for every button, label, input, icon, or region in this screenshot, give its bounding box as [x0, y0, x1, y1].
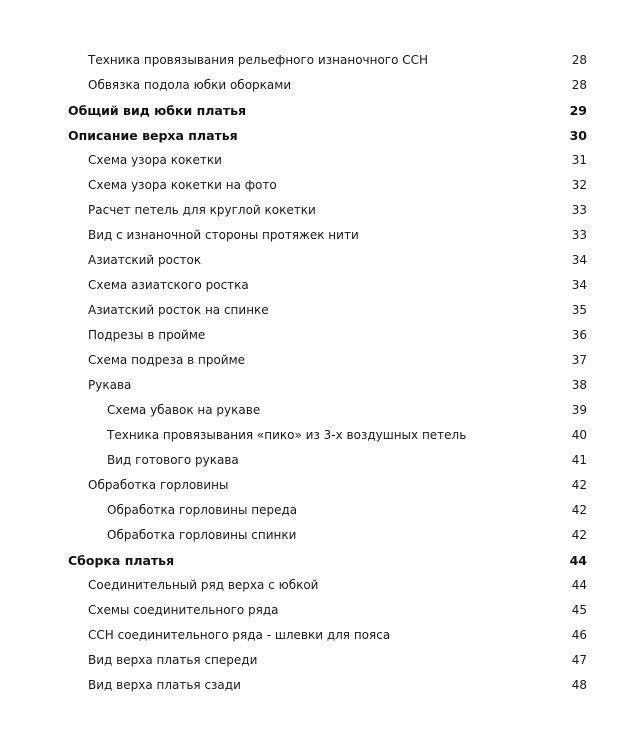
toc-subentry-title: Обработка горловины переда: [107, 503, 298, 517]
toc-entry-title: Вид верха платья сзади: [88, 678, 241, 692]
toc-section[interactable]: [0, 123, 624, 148]
toc-entry[interactable]: [0, 323, 624, 348]
toc-entry[interactable]: [0, 648, 624, 673]
toc-entry-title: Обвязка подола юбки оборками: [88, 78, 292, 92]
toc-section[interactable]: [0, 98, 624, 123]
toc-subentry-page: 40: [571, 428, 587, 442]
toc-entry[interactable]: [0, 273, 624, 298]
toc-entry-title: Схема подреза в пройме: [88, 353, 246, 367]
toc-entry-title: Соединительный ряд верха с юбкой: [88, 578, 319, 592]
toc-entry[interactable]: [0, 248, 624, 273]
table-of-contents: [0, 48, 624, 698]
toc-subentry-page: 41: [571, 453, 587, 467]
toc-entry-page: 36: [571, 328, 587, 342]
toc-entry[interactable]: [0, 673, 624, 698]
toc-entry-title: Азиатский росток на спинке: [88, 303, 269, 317]
toc-entry-title: Схема узора кокетки на фото: [88, 178, 277, 192]
toc-entry-page: 46: [571, 628, 587, 642]
toc-subentry[interactable]: [0, 523, 624, 548]
toc-entry[interactable]: [0, 223, 624, 248]
toc-entry[interactable]: [0, 348, 624, 373]
toc-entry-page: 48: [571, 678, 587, 692]
toc-entry[interactable]: [0, 573, 624, 598]
toc-entry-page: 42: [571, 478, 587, 492]
toc-subentry[interactable]: [0, 398, 624, 423]
toc-section[interactable]: [0, 548, 624, 573]
toc-entry[interactable]: [0, 198, 624, 223]
toc-entry-title: Подрезы в пройме: [88, 328, 206, 342]
toc-section-title: Описание верха платья: [68, 128, 238, 143]
toc-entry-title: Вид с изнаночной стороны протяжек нити: [88, 228, 359, 242]
toc-entry[interactable]: [0, 173, 624, 198]
toc-subentry-page: 39: [571, 403, 587, 417]
toc-subentry-page: 42: [571, 503, 587, 517]
toc-entry-page: 28: [571, 53, 587, 67]
toc-subentry[interactable]: [0, 498, 624, 523]
toc-entry[interactable]: [0, 73, 624, 98]
toc-entry-page: 44: [571, 578, 587, 592]
toc-entry-title: Схема узора кокетки: [88, 153, 222, 167]
toc-section-page: 44: [569, 553, 587, 568]
toc-entry-page: 37: [571, 353, 587, 367]
toc-entry-page: 34: [571, 278, 587, 292]
toc-entry-title: Обработка горловины: [88, 478, 229, 492]
toc-subentry-page: 42: [571, 528, 587, 542]
toc-entry[interactable]: [0, 598, 624, 623]
toc-entry[interactable]: [0, 373, 624, 398]
toc-entry-page: 45: [571, 603, 587, 617]
toc-section-title: Сборка платья: [68, 553, 175, 568]
toc-entry-title: Азиатский росток: [88, 253, 202, 267]
toc-entry[interactable]: [0, 623, 624, 648]
toc-section-title: Общий вид юбки платья: [68, 103, 247, 118]
toc-entry-page: 31: [571, 153, 587, 167]
toc-subentry-title: Схема убавок на рукаве: [107, 403, 261, 417]
toc-entry-page: 34: [571, 253, 587, 267]
toc-entry-title: Расчет петель для круглой кокетки: [88, 203, 316, 217]
toc-entry-page: 38: [571, 378, 587, 392]
toc-entry-page: 33: [571, 203, 587, 217]
toc-subentry[interactable]: [0, 423, 624, 448]
toc-entry-title: Рукава: [88, 378, 132, 392]
toc-section-page: 30: [569, 128, 587, 143]
toc-section-page: 29: [569, 103, 587, 118]
toc-subentry-title: Вид готового рукава: [107, 453, 239, 467]
toc-entry-page: 47: [571, 653, 587, 667]
toc-entry-page: 33: [571, 228, 587, 242]
toc-subentry-title: Обработка горловины спинки: [107, 528, 297, 542]
toc-subentry-title: Техника провязывания «пико» из 3-х воздушных петель: [107, 428, 467, 442]
toc-entry-title: Вид верха платья спереди: [88, 653, 258, 667]
toc-entry-title: Схема азиатского ростка: [88, 278, 249, 292]
toc-entry[interactable]: [0, 298, 624, 323]
toc-entry-title: Техника провязывания рельефного изнаночного ССН: [88, 53, 429, 67]
toc-entry-title: Схемы соединительного ряда: [88, 603, 279, 617]
toc-entry-page: 35: [571, 303, 587, 317]
toc-entry-title: ССН соединительного ряда - шлевки для пояса: [88, 628, 391, 642]
toc-entry-page: 28: [571, 78, 587, 92]
toc-entry[interactable]: [0, 48, 624, 73]
toc-entry-page: 32: [571, 178, 587, 192]
toc-entry[interactable]: [0, 473, 624, 498]
toc-entry[interactable]: [0, 148, 624, 173]
toc-subentry[interactable]: [0, 448, 624, 473]
